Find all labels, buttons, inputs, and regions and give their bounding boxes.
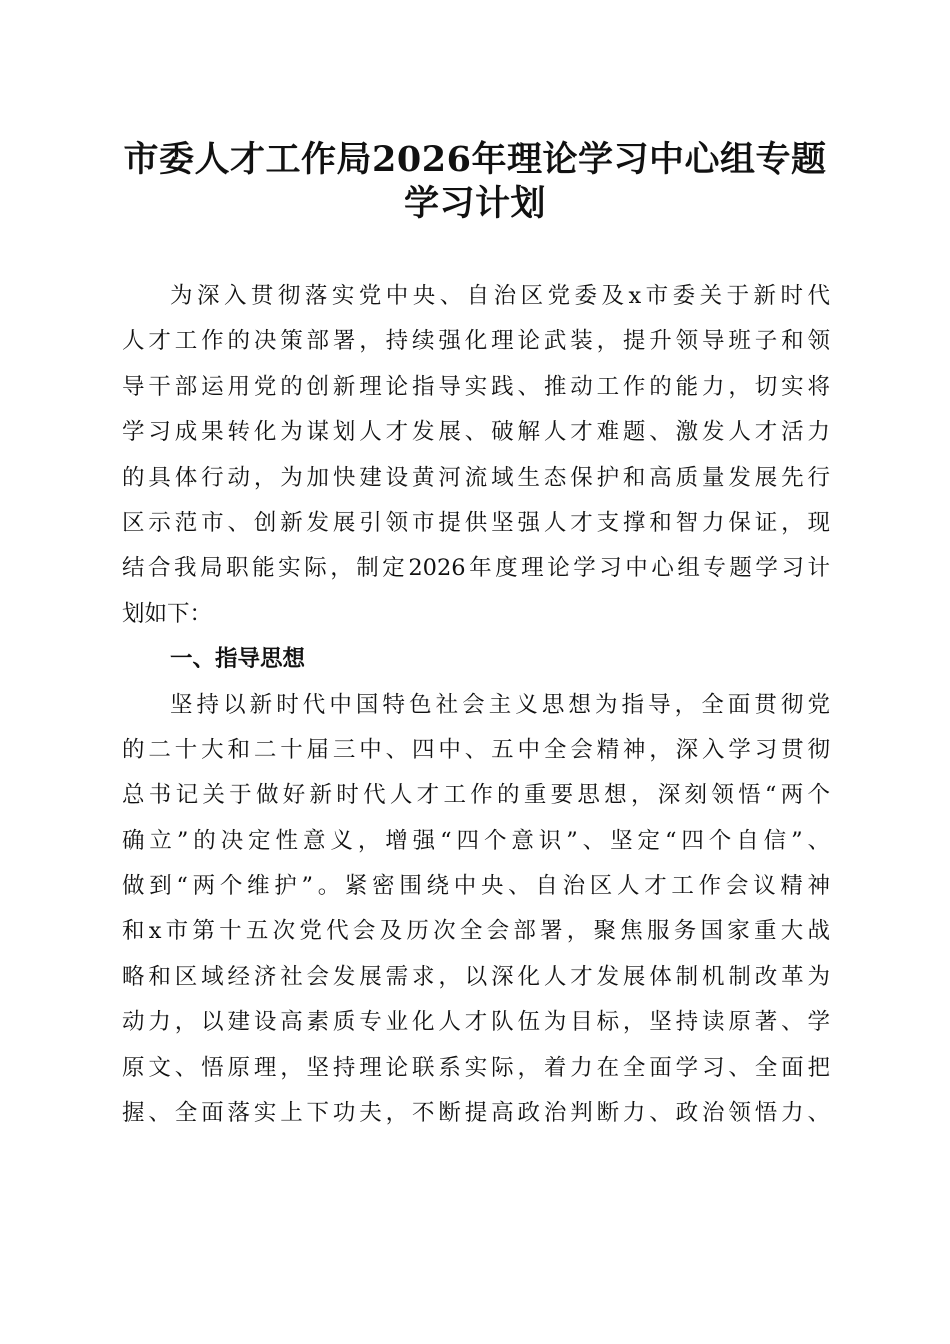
intro-paragraph-line: 的具体行动，为加快建设黄河流域生态保护和高质量发展先行 [122,464,830,491]
section1-paragraph-line: 总书记关于做好新时代人才工作的重要思想，深刻领悟“两个 [122,782,830,809]
section1-paragraph-line: 握、全面落实上下功夫，不断提高政治判断力、政治领悟力、 [122,1100,830,1127]
intro-paragraph-line: 为深入贯彻落实党中央、自治区党委及x市委关于新时代 [170,283,830,309]
section1-paragraph-line: 和x市第十五次党代会及历次全会部署，聚焦服务国家重大战 [122,918,830,945]
section1-paragraph-line: 原文、悟原理，坚持理论联系实际，着力在全面学习、全面把 [122,1054,830,1081]
document-body [122,274,830,1136]
section1-paragraph-line: 坚持以新时代中国特色社会主义思想为指导，全面贯彻党 [170,691,830,718]
section-heading-guiding-ideology: 一、指导思想 [170,646,306,673]
intro-paragraph-line: 划如下： [122,600,213,627]
intro-paragraph-line: 结合我局职能实际，制定2026年度理论学习中心组专题学习计 [122,555,830,582]
intro-paragraph-line: 人才工作的决策部署，持续强化理论武装，提升领导班子和领 [122,328,830,355]
intro-paragraph-line: 导干部运用党的创新理论指导实践、推动工作的能力，切实将 [122,373,830,400]
title-line-2: 学习计划 [403,183,546,224]
intro-paragraph-line: 区示范市、创新发展引领市提供坚强人才支撑和智力保证，现 [122,509,830,536]
section1-paragraph-line: 动力，以建设高素质专业化人才队伍为目标，坚持读原著、学 [122,1009,830,1036]
section1-paragraph-line: 略和区域经济社会发展需求，以深化人才发展体制机制改革为 [122,963,830,990]
intro-paragraph-line: 学习成果转化为谋划人才发展、破解人才难题、激发人才活力 [122,419,830,446]
title-line-1: 市委人才工作局2026年理论学习中心组专题 [123,139,827,180]
section1-paragraph-line: 的二十大和二十届三中、四中、五中全会精神，深入学习贯彻 [122,736,830,763]
document-title [120,138,830,226]
section1-paragraph-line: 确立”的决定性意义，增强“四个意识”、坚定“四个自信”、 [122,827,830,854]
section1-paragraph-line: 做到“两个维护”。紧密围绕中央、自治区人才工作会议精神 [122,873,830,900]
